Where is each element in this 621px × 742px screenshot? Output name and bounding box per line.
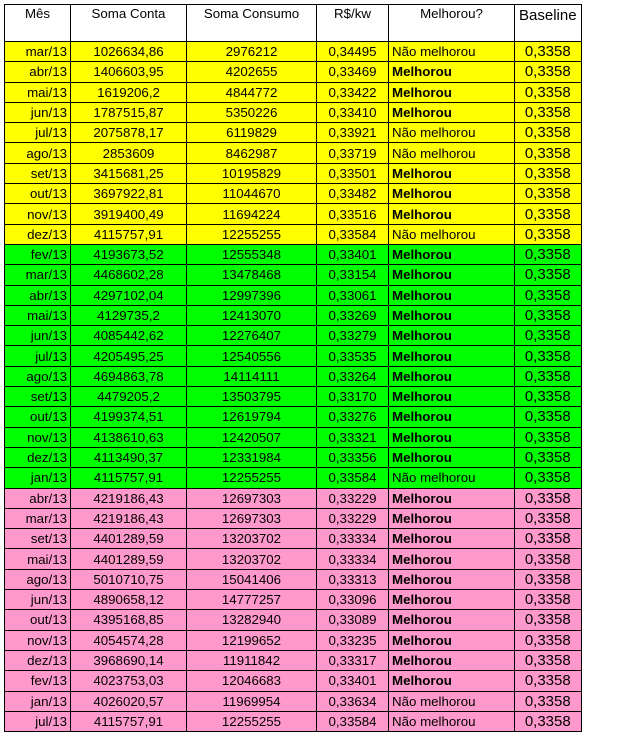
cell-mes[interactable]: set/13 <box>5 529 71 549</box>
cell-soma-consumo[interactable]: 6119829 <box>187 123 317 143</box>
table-row <box>5 346 582 366</box>
cell-rs-kw[interactable]: 0,33235 <box>317 630 389 650</box>
table-row <box>5 224 582 244</box>
cell-soma-conta[interactable]: 2853609 <box>71 143 187 163</box>
cell-rs-kw[interactable]: 0,33584 <box>317 224 389 244</box>
table-row <box>5 366 582 386</box>
cell-soma-conta[interactable]: 2075878,17 <box>71 123 187 143</box>
cell-baseline[interactable]: 0,3358 <box>515 590 582 610</box>
cell-mes[interactable]: jan/13 <box>5 468 71 488</box>
cell-melhorou[interactable]: Não melhorou <box>389 143 515 163</box>
cell-melhorou[interactable]: Melhorou <box>389 590 515 610</box>
cell-mes[interactable]: out/13 <box>5 184 71 204</box>
cell-soma-conta[interactable]: 3968690,14 <box>71 650 187 670</box>
table-row <box>5 630 582 650</box>
cell-baseline[interactable]: 0,3358 <box>515 102 582 122</box>
cell-soma-conta[interactable]: 4193673,52 <box>71 244 187 264</box>
cell-soma-conta[interactable]: 3919400,49 <box>71 204 187 224</box>
cell-mes[interactable]: abr/13 <box>5 285 71 305</box>
cell-baseline[interactable]: 0,3358 <box>515 204 582 224</box>
table-row <box>5 123 582 143</box>
cell-soma-conta[interactable]: 4395168,85 <box>71 610 187 630</box>
cell-soma-consumo[interactable]: 12046683 <box>187 671 317 691</box>
cell-melhorou[interactable]: Melhorou <box>389 407 515 427</box>
cell-baseline[interactable]: 0,3358 <box>515 691 582 711</box>
table-row <box>5 387 582 407</box>
cell-mes[interactable]: dez/13 <box>5 447 71 467</box>
cell-rs-kw[interactable]: 0,33584 <box>317 711 389 731</box>
cell-melhorou[interactable]: Não melhorou <box>389 711 515 731</box>
cell-soma-conta[interactable]: 4199374,51 <box>71 407 187 427</box>
table-row <box>5 427 582 447</box>
table-row <box>5 610 582 630</box>
table-row <box>5 244 582 264</box>
cell-mes[interactable]: jun/13 <box>5 326 71 346</box>
cell-baseline[interactable]: 0,3358 <box>515 184 582 204</box>
cell-melhorou[interactable]: Melhorou <box>389 346 515 366</box>
cell-mes[interactable]: out/13 <box>5 407 71 427</box>
cell-rs-kw[interactable]: 0,33061 <box>317 285 389 305</box>
cell-baseline[interactable]: 0,3358 <box>515 265 582 285</box>
cell-baseline[interactable]: 0,3358 <box>515 387 582 407</box>
table-row <box>5 163 582 183</box>
cell-mes[interactable]: abr/13 <box>5 488 71 508</box>
cell-soma-consumo[interactable]: 12276407 <box>187 326 317 346</box>
cell-rs-kw[interactable]: 0,33410 <box>317 102 389 122</box>
cell-mes[interactable]: mai/13 <box>5 305 71 325</box>
cell-melhorou[interactable]: Melhorou <box>389 62 515 82</box>
cell-melhorou[interactable]: Melhorou <box>389 650 515 670</box>
cell-soma-conta[interactable]: 4026020,57 <box>71 691 187 711</box>
cell-mes[interactable]: mai/13 <box>5 82 71 102</box>
cell-soma-conta[interactable]: 4115757,91 <box>71 711 187 731</box>
cell-rs-kw[interactable]: 0,33154 <box>317 265 389 285</box>
table-row <box>5 691 582 711</box>
cell-baseline[interactable]: 0,3358 <box>515 326 582 346</box>
cell-melhorou[interactable]: Melhorou <box>389 204 515 224</box>
cell-rs-kw[interactable]: 0,33170 <box>317 387 389 407</box>
cell-mes[interactable]: fev/13 <box>5 244 71 264</box>
cell-melhorou[interactable]: Não melhorou <box>389 468 515 488</box>
cell-baseline[interactable]: 0,3358 <box>515 630 582 650</box>
cell-baseline[interactable]: 0,3358 <box>515 711 582 731</box>
cell-melhorou[interactable]: Melhorou <box>389 427 515 447</box>
cell-melhorou[interactable]: Não melhorou <box>389 42 515 62</box>
cell-melhorou[interactable]: Melhorou <box>389 529 515 549</box>
cell-mes[interactable]: dez/13 <box>5 650 71 670</box>
cell-baseline[interactable]: 0,3358 <box>515 224 582 244</box>
cell-rs-kw[interactable]: 0,33422 <box>317 82 389 102</box>
cell-soma-conta[interactable]: 4219186,43 <box>71 508 187 528</box>
data-table <box>4 4 582 732</box>
cell-mes[interactable]: nov/13 <box>5 427 71 447</box>
cell-soma-conta[interactable]: 4219186,43 <box>71 488 187 508</box>
cell-rs-kw[interactable]: 0,33276 <box>317 407 389 427</box>
cell-mes[interactable]: mar/13 <box>5 42 71 62</box>
cell-rs-kw[interactable]: 0,33269 <box>317 305 389 325</box>
table-row <box>5 468 582 488</box>
cell-soma-conta[interactable]: 1026634,86 <box>71 42 187 62</box>
cell-melhorou[interactable]: Melhorou <box>389 671 515 691</box>
cell-soma-consumo[interactable]: 4202655 <box>187 62 317 82</box>
cell-soma-conta[interactable]: 4085442,62 <box>71 326 187 346</box>
cell-melhorou[interactable]: Melhorou <box>389 610 515 630</box>
table-row <box>5 204 582 224</box>
cell-baseline[interactable]: 0,3358 <box>515 671 582 691</box>
cell-melhorou[interactable]: Melhorou <box>389 508 515 528</box>
table-row <box>5 650 582 670</box>
cell-soma-conta[interactable]: 4297102,04 <box>71 285 187 305</box>
cell-mes[interactable]: set/13 <box>5 387 71 407</box>
table-row <box>5 326 582 346</box>
cell-baseline[interactable]: 0,3358 <box>515 427 582 447</box>
cell-soma-conta[interactable]: 3415681,25 <box>71 163 187 183</box>
table-row <box>5 184 582 204</box>
cell-soma-consumo[interactable]: 5350226 <box>187 102 317 122</box>
cell-mes[interactable]: dez/13 <box>5 224 71 244</box>
cell-soma-consumo[interactable]: 11911842 <box>187 650 317 670</box>
cell-melhorou[interactable]: Melhorou <box>389 285 515 305</box>
cell-soma-consumo[interactable]: 12619794 <box>187 407 317 427</box>
table-row <box>5 62 582 82</box>
cell-soma-conta[interactable]: 4694863,78 <box>71 366 187 386</box>
cell-baseline[interactable]: 0,3358 <box>515 468 582 488</box>
cell-mes[interactable]: ago/13 <box>5 366 71 386</box>
cell-soma-consumo[interactable]: 12255255 <box>187 711 317 731</box>
table-row <box>5 488 582 508</box>
cell-baseline[interactable]: 0,3358 <box>515 62 582 82</box>
cell-soma-consumo[interactable]: 8462987 <box>187 143 317 163</box>
cell-mes[interactable]: fev/13 <box>5 671 71 691</box>
cell-mes[interactable]: jun/13 <box>5 590 71 610</box>
cell-rs-kw[interactable]: 0,33516 <box>317 204 389 224</box>
cell-soma-consumo[interactable]: 12697303 <box>187 508 317 528</box>
cell-soma-conta[interactable]: 4115757,91 <box>71 224 187 244</box>
cell-baseline[interactable]: 0,3358 <box>515 610 582 630</box>
cell-baseline[interactable]: 0,3358 <box>515 163 582 183</box>
cell-soma-conta[interactable]: 4129735,2 <box>71 305 187 325</box>
cell-soma-conta[interactable]: 4054574,28 <box>71 630 187 650</box>
cell-rs-kw[interactable]: 0,33634 <box>317 691 389 711</box>
header-soma-conta[interactable]: Soma Conta <box>71 5 187 42</box>
cell-soma-consumo[interactable]: 12413070 <box>187 305 317 325</box>
cell-rs-kw[interactable]: 0,33482 <box>317 184 389 204</box>
cell-mes[interactable]: mai/13 <box>5 549 71 569</box>
table-body <box>5 42 582 732</box>
cell-rs-kw[interactable]: 0,33264 <box>317 366 389 386</box>
cell-soma-conta[interactable]: 4023753,03 <box>71 671 187 691</box>
cell-melhorou[interactable]: Melhorou <box>389 447 515 467</box>
cell-melhorou[interactable]: Melhorou <box>389 244 515 264</box>
table-row <box>5 529 582 549</box>
cell-rs-kw[interactable]: 0,33096 <box>317 590 389 610</box>
cell-rs-kw[interactable]: 0,33334 <box>317 549 389 569</box>
cell-rs-kw[interactable]: 0,33469 <box>317 62 389 82</box>
table-header <box>5 5 582 42</box>
table-row <box>5 42 582 62</box>
cell-soma-conta[interactable]: 5010710,75 <box>71 569 187 589</box>
cell-melhorou[interactable]: Melhorou <box>389 569 515 589</box>
cell-rs-kw[interactable]: 0,33334 <box>317 529 389 549</box>
cell-rs-kw[interactable]: 0,33501 <box>317 163 389 183</box>
cell-rs-kw[interactable]: 0,33313 <box>317 569 389 589</box>
cell-mes[interactable]: jul/13 <box>5 346 71 366</box>
cell-melhorou[interactable]: Melhorou <box>389 163 515 183</box>
table-row <box>5 569 582 589</box>
cell-melhorou[interactable]: Não melhorou <box>389 691 515 711</box>
cell-melhorou[interactable]: Melhorou <box>389 366 515 386</box>
cell-rs-kw[interactable]: 0,33356 <box>317 447 389 467</box>
cell-baseline[interactable]: 0,3358 <box>515 244 582 264</box>
cell-melhorou[interactable]: Melhorou <box>389 326 515 346</box>
cell-soma-conta[interactable]: 4115757,91 <box>71 468 187 488</box>
cell-soma-conta[interactable]: 4890658,12 <box>71 590 187 610</box>
cell-rs-kw[interactable]: 0,33401 <box>317 244 389 264</box>
cell-soma-consumo[interactable]: 11969954 <box>187 691 317 711</box>
cell-melhorou[interactable]: Melhorou <box>389 305 515 325</box>
cell-melhorou[interactable]: Melhorou <box>389 488 515 508</box>
table-row <box>5 671 582 691</box>
cell-mes[interactable]: jun/13 <box>5 102 71 122</box>
header-mes[interactable]: Mês <box>5 5 71 42</box>
header-soma-consumo[interactable]: Soma Consumo <box>187 5 317 42</box>
cell-rs-kw[interactable]: 0,33535 <box>317 346 389 366</box>
cell-mes[interactable]: set/13 <box>5 163 71 183</box>
cell-soma-consumo[interactable]: 12540556 <box>187 346 317 366</box>
cell-baseline[interactable]: 0,3358 <box>515 285 582 305</box>
cell-soma-conta[interactable]: 4468602,28 <box>71 265 187 285</box>
cell-mes[interactable]: jan/13 <box>5 691 71 711</box>
table-row <box>5 447 582 467</box>
cell-mes[interactable]: nov/13 <box>5 630 71 650</box>
cell-soma-conta[interactable]: 4205495,25 <box>71 346 187 366</box>
table-row <box>5 265 582 285</box>
cell-mes[interactable]: ago/13 <box>5 143 71 163</box>
cell-rs-kw[interactable]: 0,33584 <box>317 468 389 488</box>
table-row <box>5 285 582 305</box>
cell-soma-consumo[interactable]: 12997396 <box>187 285 317 305</box>
cell-soma-conta[interactable]: 3697922,81 <box>71 184 187 204</box>
cell-baseline[interactable]: 0,3358 <box>515 123 582 143</box>
cell-baseline[interactable]: 0,3358 <box>515 366 582 386</box>
cell-mes[interactable]: jul/13 <box>5 711 71 731</box>
cell-soma-consumo[interactable]: 12420507 <box>187 427 317 447</box>
cell-melhorou[interactable]: Melhorou <box>389 387 515 407</box>
cell-baseline[interactable]: 0,3358 <box>515 82 582 102</box>
cell-soma-consumo[interactable]: 13478468 <box>187 265 317 285</box>
cell-soma-consumo[interactable]: 12331984 <box>187 447 317 467</box>
cell-soma-consumo[interactable]: 12255255 <box>187 224 317 244</box>
cell-soma-conta[interactable]: 4138610,63 <box>71 427 187 447</box>
table-row <box>5 305 582 325</box>
cell-rs-kw[interactable]: 0,33229 <box>317 488 389 508</box>
table-row <box>5 82 582 102</box>
cell-melhorou[interactable]: Melhorou <box>389 82 515 102</box>
cell-soma-consumo[interactable]: 13503795 <box>187 387 317 407</box>
header-rs-kw[interactable]: R$/kw <box>317 5 389 42</box>
cell-soma-consumo[interactable]: 2976212 <box>187 42 317 62</box>
cell-soma-conta[interactable]: 4401289,59 <box>71 529 187 549</box>
cell-soma-conta[interactable]: 4479205,2 <box>71 387 187 407</box>
cell-soma-consumo[interactable]: 13282940 <box>187 610 317 630</box>
table-row <box>5 711 582 731</box>
cell-mes[interactable]: jul/13 <box>5 123 71 143</box>
cell-soma-conta[interactable]: 1787515,87 <box>71 102 187 122</box>
table-row <box>5 407 582 427</box>
cell-mes[interactable]: ago/13 <box>5 569 71 589</box>
table-row <box>5 590 582 610</box>
cell-baseline[interactable]: 0,3358 <box>515 143 582 163</box>
cell-soma-consumo[interactable]: 12697303 <box>187 488 317 508</box>
cell-soma-consumo[interactable]: 4844772 <box>187 82 317 102</box>
cell-soma-conta[interactable]: 4401289,59 <box>71 549 187 569</box>
cell-rs-kw[interactable]: 0,34495 <box>317 42 389 62</box>
cell-soma-consumo[interactable]: 11694224 <box>187 204 317 224</box>
cell-melhorou[interactable]: Melhorou <box>389 549 515 569</box>
cell-rs-kw[interactable]: 0,33719 <box>317 143 389 163</box>
cell-baseline[interactable]: 0,3358 <box>515 569 582 589</box>
cell-melhorou[interactable]: Não melhorou <box>389 123 515 143</box>
header-baseline[interactable]: Baseline <box>515 5 582 42</box>
cell-melhorou[interactable]: Melhorou <box>389 265 515 285</box>
cell-melhorou[interactable]: Melhorou <box>389 102 515 122</box>
cell-rs-kw[interactable]: 0,33089 <box>317 610 389 630</box>
cell-melhorou[interactable]: Melhorou <box>389 184 515 204</box>
cell-baseline[interactable]: 0,3358 <box>515 508 582 528</box>
cell-baseline[interactable]: 0,3358 <box>515 407 582 427</box>
cell-soma-consumo[interactable]: 15041406 <box>187 569 317 589</box>
cell-soma-conta[interactable]: 1619206,2 <box>71 82 187 102</box>
cell-baseline[interactable]: 0,3358 <box>515 346 582 366</box>
cell-mes[interactable]: abr/13 <box>5 62 71 82</box>
cell-baseline[interactable]: 0,3358 <box>515 447 582 467</box>
cell-soma-consumo[interactable]: 13203702 <box>187 529 317 549</box>
cell-baseline[interactable]: 0,3358 <box>515 488 582 508</box>
cell-rs-kw[interactable]: 0,33401 <box>317 671 389 691</box>
cell-mes[interactable]: out/13 <box>5 610 71 630</box>
header-row <box>5 5 582 42</box>
cell-soma-consumo[interactable]: 13203702 <box>187 549 317 569</box>
cell-mes[interactable]: mar/13 <box>5 265 71 285</box>
cell-rs-kw[interactable]: 0,33317 <box>317 650 389 670</box>
table-row <box>5 549 582 569</box>
cell-rs-kw[interactable]: 0,33279 <box>317 326 389 346</box>
cell-soma-consumo[interactable]: 12555348 <box>187 244 317 264</box>
header-melhorou[interactable]: Melhorou? <box>389 5 515 42</box>
cell-soma-consumo[interactable]: 10195829 <box>187 163 317 183</box>
table-row <box>5 102 582 122</box>
cell-soma-consumo[interactable]: 12255255 <box>187 468 317 488</box>
cell-melhorou[interactable]: Não melhorou <box>389 224 515 244</box>
cell-soma-conta[interactable]: 4113490,37 <box>71 447 187 467</box>
table-row <box>5 143 582 163</box>
cell-rs-kw[interactable]: 0,33229 <box>317 508 389 528</box>
cell-baseline[interactable]: 0,3358 <box>515 529 582 549</box>
cell-soma-consumo[interactable]: 14114111 <box>187 366 317 386</box>
cell-baseline[interactable]: 0,3358 <box>515 549 582 569</box>
cell-baseline[interactable]: 0,3358 <box>515 305 582 325</box>
cell-baseline[interactable]: 0,3358 <box>515 42 582 62</box>
cell-mes[interactable]: mar/13 <box>5 508 71 528</box>
cell-mes[interactable]: nov/13 <box>5 204 71 224</box>
cell-rs-kw[interactable]: 0,33921 <box>317 123 389 143</box>
cell-soma-conta[interactable]: 1406603,95 <box>71 62 187 82</box>
cell-soma-consumo[interactable]: 11044670 <box>187 184 317 204</box>
table-row <box>5 508 582 528</box>
cell-baseline[interactable]: 0,3358 <box>515 650 582 670</box>
cell-rs-kw[interactable]: 0,33321 <box>317 427 389 447</box>
cell-soma-consumo[interactable]: 14777257 <box>187 590 317 610</box>
cell-melhorou[interactable]: Melhorou <box>389 630 515 650</box>
cell-soma-consumo[interactable]: 12199652 <box>187 630 317 650</box>
